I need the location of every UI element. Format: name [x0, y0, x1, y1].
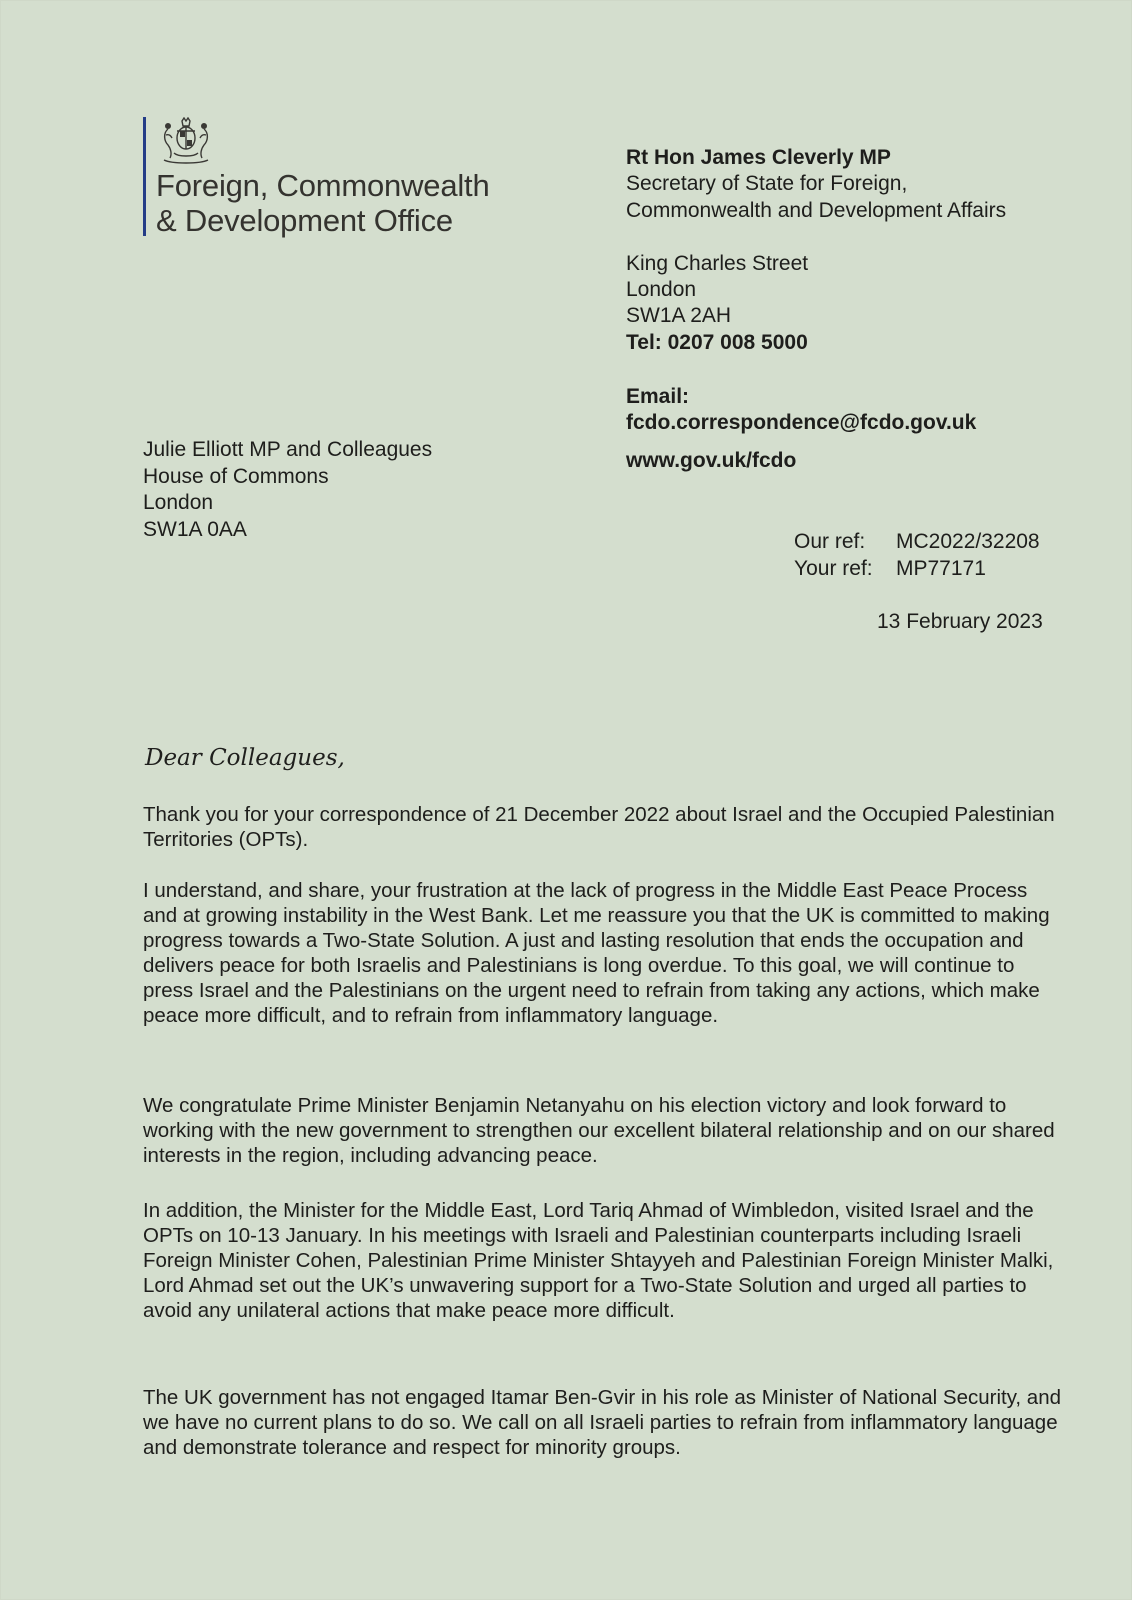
your-ref-value: MP77171 — [896, 557, 986, 580]
organisation-name — [156, 168, 490, 238]
email-label: Email: — [626, 385, 690, 408]
your-ref-label: Your ref: — [794, 557, 873, 580]
salutation: Dear Colleagues, — [145, 745, 345, 771]
our-reference — [794, 529, 1040, 555]
recipient-line-1: Julie Elliott MP and Colleagues — [143, 438, 433, 461]
royal-coat-of-arms-icon — [156, 117, 216, 167]
website-link: www.gov.uk/fcdo — [626, 449, 797, 472]
body-paragraph: In addition, the Minister for the Middle East, Lord Tariq Ahmad of Wimbledon, visited Israel and the OPTs on 10-13 January. In his meetings with Israeli and Palestinian counterparts including Israeli Foreign Minister Cohen, Palestinian Prime Minister Shtayyeh and Palestinian Foreign Minister Malki, Lord Ahmad set out the UK’s unwavering support for a Two-State Solution and urged all parties to avoid any unilateral actions that make peace more difficult. — [143, 1199, 1054, 1322]
letter-date: 13 February 2023 — [877, 610, 1043, 633]
letterhead-logo — [143, 117, 523, 237]
organisation-line-2: & Development Office — [156, 203, 453, 238]
sender-title-line-1: Secretary of State for Foreign, — [626, 172, 908, 195]
body-paragraph: The UK government has not engaged Itamar Ben-Gvir in his role as Minister of National Security, and we have no current plans to do so. We call on all Israeli parties to refrain from inflammatory language and demonstrate tolerance and respect for minority groups. — [143, 1386, 1062, 1459]
sender-telephone: Tel: 0207 008 5000 — [626, 331, 808, 354]
your-reference — [794, 556, 986, 582]
sender-title-line-2: Commonwealth and Development Affairs — [626, 199, 1007, 222]
sender-address-line-3: SW1A 2AH — [626, 304, 732, 327]
our-ref-value: MC2022/32208 — [896, 530, 1040, 553]
body-paragraph: Thank you for your correspondence of 21 December 2022 about Israel and the Occupied Palestinian Territories (OPTs). — [143, 803, 1055, 851]
body-paragraph: I understand, and share, your frustration at the lack of progress in the Middle East Peace Process and at growing instability in the West Bank. Let me reassure you that the UK is committed to making progress towards a Two-State Solution. A just and lasting resolution that ends the occupation and delivers peace for both Israelis and Palestinians is long overdue. To this goal, we will continue to press Israel and the Palestinians on the urgent need to refrain from taking any actions, which make peace more difficult, and to refrain from inflammatory language. — [143, 879, 1050, 1027]
our-ref-label: Our ref: — [794, 530, 866, 553]
recipient-line-3: London — [143, 491, 214, 514]
organisation-line-1: Foreign, Commonwealth — [156, 168, 490, 203]
sender-address-line-2: London — [626, 278, 697, 301]
recipient-line-4: SW1A 0AA — [143, 518, 247, 541]
email-address: fcdo.correspondence@fcdo.gov.uk — [626, 411, 977, 434]
recipient-line-2: House of Commons — [143, 465, 329, 488]
body-paragraph: We congratulate Prime Minister Benjamin Netanyahu on his election victory and look forward to working with the new government to strengthen our excellent bilateral relationship and on our shared interests in the region, including advancing peace. — [143, 1094, 1055, 1167]
sender-name: Rt Hon James Cleverly MP — [626, 146, 891, 169]
sender-address-line-1: King Charles Street — [626, 252, 809, 275]
letterhead-rule — [143, 117, 146, 236]
